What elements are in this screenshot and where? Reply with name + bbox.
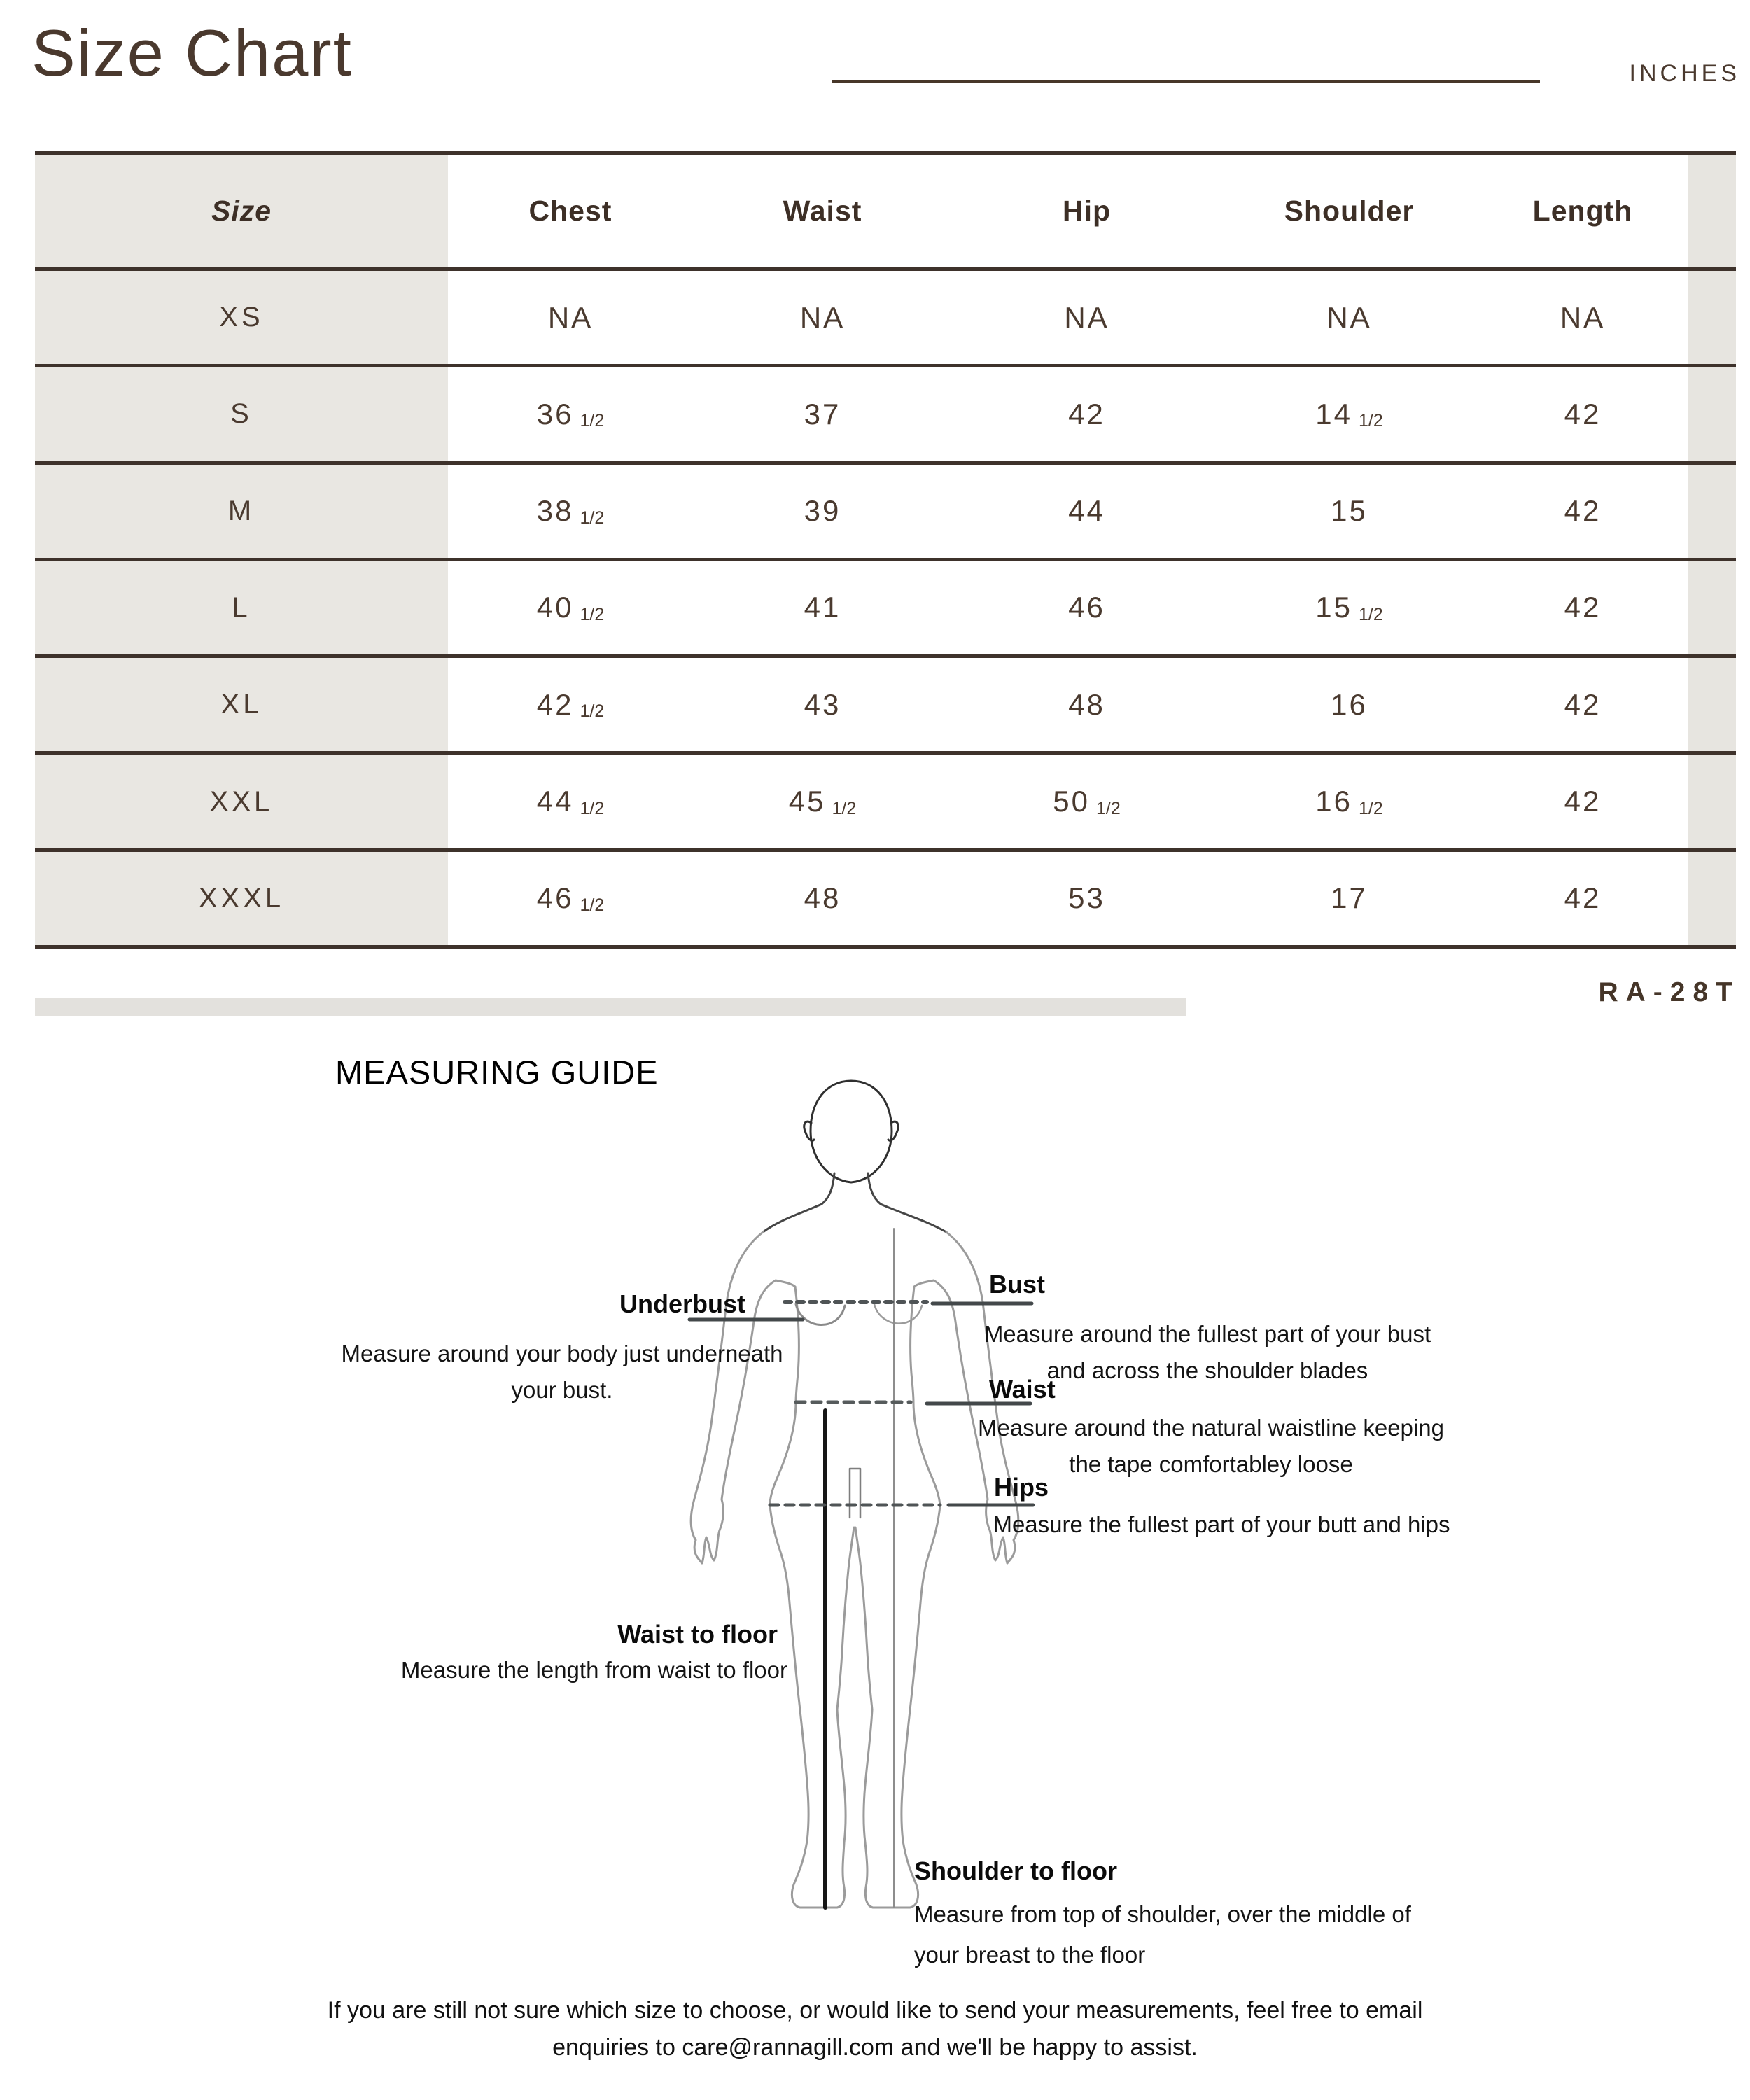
measurement-cell: 42 [1068, 397, 1105, 430]
title-divider-line [832, 80, 1540, 83]
fraction-value: 1/2 [1358, 411, 1383, 431]
table-edge-strip [1688, 658, 1736, 751]
table-edge-strip [1688, 465, 1736, 558]
measurement-cell: NA [1064, 300, 1110, 334]
column-header-size: Size [35, 155, 448, 267]
figure-head [811, 1081, 892, 1182]
measuring-guide-title: MEASURING GUIDE [335, 1054, 659, 1091]
underbust-description: Measure around your body just underneath your bust. [341, 1340, 783, 1403]
measurement-cell: 42 [1564, 397, 1602, 430]
size-cell: M [35, 465, 448, 558]
measurement-cell: 42 [1564, 687, 1602, 721]
column-header-waist: Waist [783, 195, 862, 227]
measurement-cell: 15 [1331, 494, 1368, 528]
figure-bust-curve-left [796, 1304, 845, 1325]
figure-ear-right [888, 1121, 898, 1140]
figure-neck-left [763, 1173, 834, 1232]
figure-crotch-marker [850, 1469, 860, 1518]
product-code: RA-28T [1598, 977, 1740, 1007]
unit-label: INCHES [1629, 60, 1740, 87]
measurement-cell: 46 1/2 [536, 881, 605, 915]
footer-note: If you are still not sure which size to choose, or would like to send your measurements, feel free to email enquiries to care@rannagill.com and we'll be happy to assist. [327, 1997, 1423, 2061]
table-edge-strip [1688, 155, 1736, 267]
fraction-value: 1/2 [580, 798, 605, 818]
bust-description: Measure around the fullest part of your bust and across the shoulder blades [983, 1321, 1432, 1383]
size-cell: S [35, 368, 448, 461]
measurement-cell: 48 [1068, 687, 1105, 721]
measurement-cell: 53 [1068, 881, 1105, 915]
underbust-label: Underbust [620, 1289, 746, 1318]
measurement-cell: NA [547, 300, 594, 334]
figure-leg-inner-left [837, 1527, 854, 1842]
table-edge-strip [1688, 368, 1736, 461]
figure-bust-curve-right [874, 1304, 922, 1324]
size-cell: XXL [35, 755, 448, 848]
column-header-chest: Chest [528, 195, 612, 227]
measurement-cell: 50 1/2 [1053, 785, 1121, 818]
measurement-cell: NA [1560, 300, 1606, 334]
measurement-cell: 38 1/2 [536, 494, 605, 528]
hips-label: Hips [994, 1473, 1049, 1502]
measurement-cell: 17 [1331, 881, 1368, 915]
measurement-cell: 48 [804, 881, 841, 915]
fraction-value: 1/2 [1358, 798, 1383, 818]
figure-neck-right [868, 1173, 946, 1232]
measurement-cell: 42 [1564, 881, 1602, 915]
measurement-cell: NA [799, 300, 846, 334]
table-row [35, 755, 1736, 851]
table-row [35, 465, 1736, 561]
measurement-cell: 42 [1564, 591, 1602, 624]
figure-foot-left [792, 1841, 844, 1907]
fraction-value: 1/2 [580, 895, 605, 915]
figure-foot-right [865, 1841, 918, 1907]
measurement-cell: 40 1/2 [536, 591, 605, 624]
table-edge-strip [1688, 755, 1736, 848]
measurement-cell: 44 1/2 [536, 785, 605, 818]
measurement-cell: 42 [1564, 785, 1602, 818]
measurement-cell: 42 [1564, 494, 1602, 528]
hips-description: Measure the fullest part of your butt and hips [993, 1511, 1450, 1537]
measurement-cell: 37 [804, 397, 841, 430]
page-title: Size Chart [31, 16, 353, 90]
figure-torso-right [911, 1287, 940, 1505]
fraction-value: 1/2 [580, 411, 605, 431]
table-edge-strip [1688, 561, 1736, 654]
table-edge-strip [1688, 271, 1736, 364]
fraction-value: 1/2 [580, 701, 605, 722]
column-header-hip: Hip [1062, 195, 1112, 227]
column-header-length: Length [1532, 195, 1633, 227]
measurement-cell: 16 [1331, 687, 1368, 721]
section-divider-bar [35, 997, 1186, 1016]
measurement-cell: NA [1326, 300, 1372, 334]
table-edge-strip [1688, 852, 1736, 945]
measurement-cell: 39 [804, 494, 841, 528]
measurement-cell: 45 1/2 [788, 785, 857, 818]
body-figure [658, 1064, 1092, 1946]
table-row [35, 271, 1736, 368]
measurement-cell: 44 [1068, 494, 1105, 528]
table-row [35, 852, 1736, 948]
measurement-cell: 15 1/2 [1315, 591, 1383, 624]
fraction-value: 1/2 [1358, 604, 1383, 624]
shoulder-to-floor-description: Measure from top of shoulder, over the middle of your breast to the floor [914, 1901, 1411, 1968]
figure-leg-outer-right [902, 1505, 940, 1841]
table-row [35, 658, 1736, 755]
fraction-value: 1/2 [1096, 798, 1121, 818]
measurement-cell: 16 1/2 [1315, 785, 1383, 818]
waist-description: Measure around the natural waistline keeping the tape comfortabley loose [978, 1415, 1444, 1477]
table-row [35, 368, 1736, 464]
measurement-cell: 46 [1068, 591, 1105, 624]
measurement-cell: 41 [804, 591, 841, 624]
size-cell: L [35, 561, 448, 654]
figure-leg-inner-right [855, 1527, 872, 1842]
fraction-value: 1/2 [832, 798, 857, 818]
size-table [35, 151, 1736, 948]
column-header-shoulder: Shoulder [1284, 195, 1415, 227]
size-cell: XXXL [35, 852, 448, 945]
waist-to-floor-label: Waist to floor [617, 1620, 778, 1648]
shoulder-to-floor-label: Shoulder to floor [914, 1856, 1117, 1885]
measurement-cell: 42 1/2 [536, 687, 605, 722]
size-cell: XL [35, 658, 448, 751]
waist-label: Waist [989, 1375, 1056, 1404]
measurement-cell: 14 1/2 [1315, 397, 1383, 431]
fraction-value: 1/2 [580, 604, 605, 624]
figure-ear-left [804, 1121, 814, 1140]
waist-to-floor-description: Measure the length from waist to floor [400, 1657, 788, 1683]
measurement-cell: 43 [804, 687, 841, 721]
table-header-row [35, 155, 1736, 271]
table-row [35, 561, 1736, 658]
fraction-value: 1/2 [580, 507, 605, 528]
bust-label: Bust [989, 1270, 1045, 1298]
size-cell: XS [35, 271, 448, 364]
measurement-cell: 36 1/2 [536, 397, 605, 431]
